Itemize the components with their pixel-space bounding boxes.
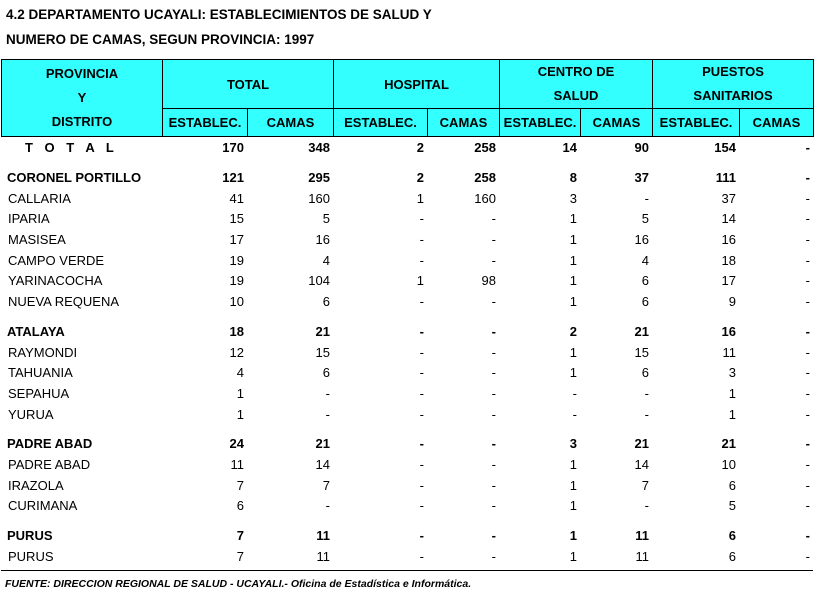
cell-centro-establec: 2: [569, 323, 577, 339]
cell-centro-camas: 11: [635, 528, 649, 544]
cell-total-camas: 14: [315, 456, 330, 472]
row-name: RAYMONDI: [8, 344, 78, 360]
total-row: [1, 138, 813, 159]
cell-puestos-establec: 6: [728, 528, 736, 544]
cell-centro-camas: 6: [641, 273, 649, 289]
cell-total-establec: 24: [229, 436, 244, 452]
cell-puestos-establec: 14: [721, 211, 736, 227]
cell-hospital-camas: -: [491, 211, 496, 227]
cell-hospital-establec: -: [419, 477, 424, 493]
district-row: [1, 230, 813, 251]
cell-centro-camas: 90: [634, 140, 649, 156]
cell-total-camas: -: [325, 406, 330, 422]
header-centro-line1: CENTRO DE: [537, 64, 615, 79]
cell-puestos-camas: -: [805, 456, 810, 472]
cell-centro-camas: 11: [635, 548, 649, 564]
cell-total-camas: 21: [315, 323, 330, 339]
cell-puestos-establec: 1: [728, 406, 736, 422]
cell-hospital-camas: 258: [474, 170, 496, 186]
district-row: [1, 404, 813, 425]
district-row: [1, 455, 813, 476]
cell-centro-camas: 14: [634, 456, 649, 472]
cell-total-establec: 15: [229, 211, 244, 227]
cell-hospital-establec: -: [419, 323, 424, 339]
cell-centro-establec: 8: [569, 170, 577, 186]
cell-centro-camas: -: [644, 385, 649, 401]
cell-hospital-establec: -: [419, 294, 424, 310]
cell-hospital-establec: 2: [416, 140, 424, 156]
table-bottom-rule: [1, 570, 813, 571]
cell-centro-establec: 1: [569, 456, 577, 472]
cell-total-establec: 1: [236, 385, 244, 401]
cell-puestos-establec: 16: [721, 232, 736, 248]
cell-centro-camas: 5: [641, 211, 649, 227]
cell-puestos-camas: -: [805, 294, 810, 310]
cell-hospital-camas: 160: [474, 190, 496, 206]
cell-puestos-establec: 6: [728, 477, 736, 493]
cell-centro-establec: 1: [569, 528, 577, 544]
cell-hospital-establec: -: [419, 498, 424, 514]
header-puestos-line1: PUESTOS: [702, 64, 764, 79]
district-row: [1, 496, 813, 517]
row-name: PADRE ABAD: [8, 456, 91, 472]
district-row: [1, 250, 813, 271]
row-name: TAHUANIA: [8, 365, 73, 381]
cell-total-camas: 7: [322, 477, 330, 493]
cell-total-camas: 21: [315, 436, 330, 452]
cell-puestos-camas: -: [805, 323, 810, 339]
header-centro-camas: CAMAS: [581, 109, 653, 137]
row-name: YARINACOCHA: [8, 273, 103, 289]
cell-total-camas: 104: [308, 273, 330, 289]
cell-centro-camas: 7: [641, 477, 649, 493]
cell-total-establec: 7: [236, 477, 244, 493]
cell-puestos-establec: 6: [728, 548, 736, 564]
header-total-establec: ESTABLEC.: [163, 109, 248, 137]
header-hospital-establec: ESTABLEC.: [334, 109, 428, 137]
source-note: FUENTE: DIRECCION REGIONAL DE SALUD - UCAYALI.- Oficina de Estadística e Informática.: [5, 578, 472, 590]
district-row: [1, 546, 813, 567]
cell-puestos-camas: -: [805, 170, 810, 186]
row-name: ATALAYA: [7, 323, 65, 339]
header-provincia: PROVINCIA: [45, 66, 119, 81]
cell-centro-establec: -: [572, 406, 577, 422]
cell-centro-camas: 16: [634, 232, 649, 248]
row-name: PURUS: [8, 548, 54, 564]
district-row: [1, 475, 813, 496]
cell-hospital-establec: 1: [416, 190, 424, 206]
cell-puestos-establec: 17: [721, 273, 736, 289]
cell-centro-camas: 37: [634, 170, 649, 186]
cell-total-camas: 5: [322, 211, 330, 227]
cell-hospital-camas: 258: [474, 140, 496, 156]
cell-centro-establec: -: [572, 385, 577, 401]
cell-puestos-camas: -: [805, 498, 810, 514]
cell-total-establec: 7: [236, 528, 244, 544]
cell-puestos-camas: -: [805, 477, 810, 493]
cell-centro-camas: 6: [641, 365, 649, 381]
header-total: TOTAL: [163, 60, 334, 109]
cell-puestos-establec: 16: [721, 323, 736, 339]
header-centro-line2: SALUD: [553, 88, 599, 103]
cell-puestos-establec: 11: [722, 344, 736, 360]
cell-hospital-establec: -: [419, 436, 424, 452]
report-title-line1: 4.2 DEPARTAMENTO UCAYALI: ESTABLECIMIENTOS DE SALUD Y: [6, 7, 432, 22]
cell-total-camas: 348: [308, 140, 330, 156]
cell-puestos-establec: 9: [728, 294, 736, 310]
cell-total-establec: 170: [222, 140, 244, 156]
cell-hospital-camas: -: [491, 294, 496, 310]
cell-total-camas: 295: [308, 170, 330, 186]
cell-puestos-camas: -: [805, 211, 810, 227]
cell-total-camas: 6: [322, 365, 330, 381]
row-name: MASISEA: [8, 232, 66, 248]
cell-centro-camas: 21: [634, 323, 649, 339]
cell-puestos-establec: 3: [728, 365, 736, 381]
cell-total-camas: 160: [308, 190, 330, 206]
cell-total-camas: -: [325, 385, 330, 401]
cell-centro-camas: -: [644, 406, 649, 422]
cell-puestos-camas: -: [805, 385, 810, 401]
cell-puestos-camas: -: [805, 344, 810, 360]
cell-centro-establec: 1: [569, 498, 577, 514]
province-row: [1, 434, 813, 455]
cell-centro-establec: 1: [569, 294, 577, 310]
cell-centro-establec: 1: [569, 548, 577, 564]
cell-centro-establec: 1: [569, 344, 577, 360]
cell-centro-camas: 21: [634, 436, 649, 452]
district-row: [1, 209, 813, 230]
cell-hospital-establec: -: [419, 385, 424, 401]
cell-centro-establec: 3: [569, 436, 577, 452]
cell-puestos-camas: -: [805, 528, 810, 544]
row-name: CAMPO VERDE: [8, 252, 105, 268]
province-row: [1, 322, 813, 343]
header-y: Y: [77, 90, 87, 105]
header-distrito: DISTRITO: [51, 114, 113, 129]
province-row: [1, 168, 813, 189]
row-name: T O T A L: [25, 140, 118, 156]
cell-total-camas: 16: [315, 232, 330, 248]
cell-hospital-establec: -: [419, 252, 424, 268]
header-hospital: HOSPITAL: [334, 60, 500, 109]
header-centro-establec: ESTABLEC.: [500, 109, 581, 137]
cell-total-camas: 15: [315, 344, 330, 360]
cell-puestos-camas: -: [805, 190, 810, 206]
cell-total-establec: 6: [236, 498, 244, 514]
district-row: [1, 292, 813, 313]
cell-centro-camas: 6: [641, 294, 649, 310]
cell-total-establec: 4: [236, 365, 244, 381]
header-provincia-distrito: [2, 60, 163, 137]
cell-centro-establec: 1: [569, 273, 577, 289]
cell-hospital-camas: -: [491, 436, 496, 452]
header-puestos-establec: ESTABLEC.: [653, 109, 740, 137]
cell-centro-establec: 3: [569, 190, 577, 206]
cell-hospital-establec: -: [419, 344, 424, 360]
cell-puestos-camas: -: [805, 273, 810, 289]
cell-total-establec: 7: [236, 548, 244, 564]
cell-hospital-establec: 1: [416, 273, 424, 289]
row-name: YURUA: [8, 406, 54, 422]
cell-puestos-establec: 111: [715, 170, 736, 186]
district-row: [1, 384, 813, 405]
cell-total-establec: 19: [229, 273, 244, 289]
row-name: NUEVA REQUENA: [8, 294, 120, 310]
cell-puestos-establec: 18: [721, 252, 736, 268]
cell-hospital-establec: -: [419, 232, 424, 248]
cell-centro-establec: 1: [569, 252, 577, 268]
cell-hospital-establec: -: [419, 456, 424, 472]
header-puestos-camas: CAMAS: [740, 109, 814, 137]
data-table: [1, 138, 813, 567]
header-total-camas: CAMAS: [248, 109, 334, 137]
row-name: SEPAHUA: [8, 385, 70, 401]
row-name: CALLARIA: [8, 190, 71, 206]
cell-hospital-camas: -: [491, 323, 496, 339]
cell-hospital-establec: -: [419, 365, 424, 381]
cell-hospital-camas: -: [491, 477, 496, 493]
cell-puestos-establec: 37: [721, 190, 736, 206]
cell-hospital-camas: -: [491, 232, 496, 248]
district-row: [1, 271, 813, 292]
cell-total-camas: -: [325, 498, 330, 514]
table-header: [1, 59, 814, 137]
cell-puestos-camas: -: [805, 140, 810, 156]
province-row: [1, 526, 813, 547]
cell-puestos-establec: 154: [714, 140, 736, 156]
row-name: CURIMANA: [8, 498, 78, 514]
cell-puestos-establec: 5: [728, 498, 736, 514]
row-name: CORONEL PORTILLO: [7, 170, 142, 186]
cell-total-establec: 17: [229, 232, 244, 248]
row-name: IRAZOLA: [8, 477, 64, 493]
row-spacer: [1, 313, 813, 322]
cell-centro-camas: 4: [641, 252, 649, 268]
row-spacer: [1, 159, 813, 168]
row-name: IPARIA: [8, 211, 50, 227]
header-puestos-line2: SANITARIOS: [693, 88, 773, 103]
cell-total-establec: 11: [230, 456, 244, 472]
cell-total-establec: 12: [229, 344, 244, 360]
cell-total-establec: 10: [229, 294, 244, 310]
cell-hospital-camas: -: [491, 385, 496, 401]
cell-hospital-establec: -: [419, 548, 424, 564]
cell-total-establec: 18: [229, 323, 244, 339]
cell-hospital-camas: -: [491, 252, 496, 268]
cell-centro-camas: 15: [634, 344, 649, 360]
cell-total-establec: 41: [229, 190, 244, 206]
cell-hospital-camas: -: [491, 548, 496, 564]
cell-hospital-camas: -: [491, 344, 496, 360]
header-centro-salud: [500, 60, 653, 109]
cell-hospital-camas: 98: [481, 273, 496, 289]
cell-total-establec: 19: [229, 252, 244, 268]
district-row: [1, 342, 813, 363]
cell-puestos-camas: -: [805, 252, 810, 268]
cell-centro-camas: -: [644, 190, 649, 206]
cell-hospital-camas: -: [491, 528, 496, 544]
cell-centro-establec: 1: [569, 477, 577, 493]
cell-hospital-camas: -: [491, 456, 496, 472]
cell-puestos-establec: 1: [728, 385, 736, 401]
cell-total-camas: 11: [316, 548, 330, 564]
cell-centro-camas: -: [644, 498, 649, 514]
district-row: [1, 188, 813, 209]
cell-centro-establec: 1: [569, 232, 577, 248]
cell-hospital-camas: -: [491, 406, 496, 422]
cell-centro-establec: 1: [569, 211, 577, 227]
cell-hospital-camas: -: [491, 498, 496, 514]
cell-puestos-camas: -: [805, 406, 810, 422]
header-puestos-sanitarios: [653, 60, 814, 109]
cell-puestos-establec: 10: [721, 456, 736, 472]
cell-puestos-establec: 21: [721, 436, 736, 452]
cell-hospital-establec: -: [419, 406, 424, 422]
cell-total-establec: 1: [236, 406, 244, 422]
cell-total-camas: 4: [322, 252, 330, 268]
row-spacer: [1, 425, 813, 434]
cell-hospital-camas: -: [491, 365, 496, 381]
cell-puestos-camas: -: [805, 548, 810, 564]
row-spacer: [1, 517, 813, 526]
cell-puestos-camas: -: [805, 232, 810, 248]
cell-centro-establec: 14: [562, 140, 577, 156]
district-row: [1, 363, 813, 384]
cell-puestos-camas: -: [805, 365, 810, 381]
header-hospital-camas: CAMAS: [428, 109, 500, 137]
cell-total-camas: 11: [316, 528, 330, 544]
cell-total-establec: 121: [222, 170, 244, 186]
cell-puestos-camas: -: [805, 436, 810, 452]
row-name: PURUS: [7, 528, 53, 544]
cell-hospital-establec: -: [419, 528, 424, 544]
row-name: PADRE ABAD: [7, 436, 93, 452]
cell-hospital-establec: -: [419, 211, 424, 227]
cell-total-camas: 6: [322, 294, 330, 310]
cell-hospital-establec: 2: [416, 170, 424, 186]
report-title-line2: NUMERO DE CAMAS, SEGUN PROVINCIA: 1997: [6, 32, 315, 47]
cell-centro-establec: 1: [569, 365, 577, 381]
